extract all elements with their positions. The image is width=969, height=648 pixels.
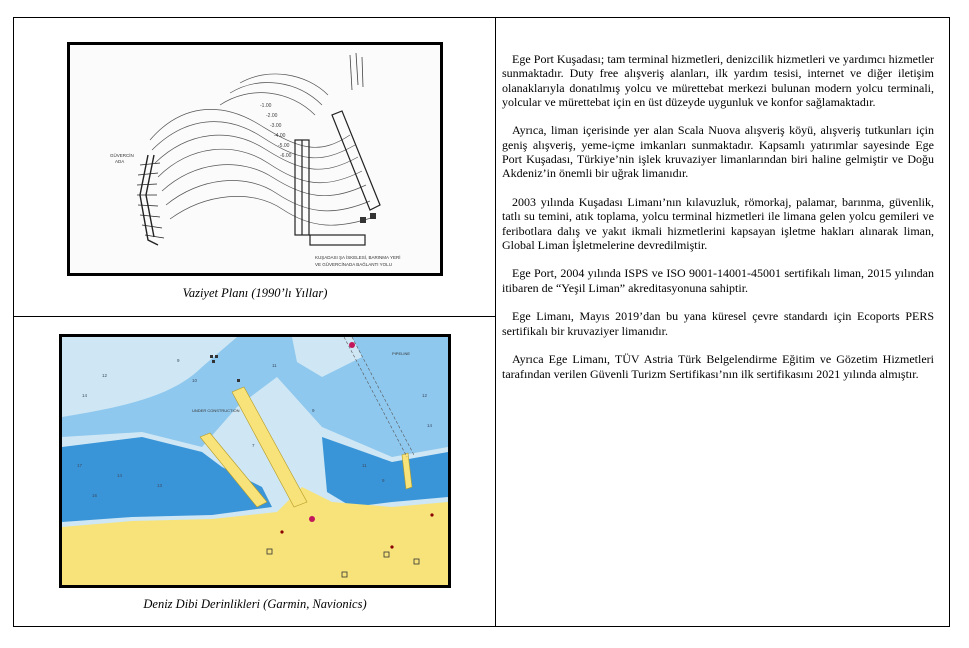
svg-text:11: 11 bbox=[272, 363, 277, 368]
svg-text:-5.00: -5.00 bbox=[278, 143, 290, 149]
site-plan-image bbox=[67, 42, 443, 276]
column-divider bbox=[495, 18, 496, 626]
svg-text:10: 10 bbox=[192, 378, 198, 383]
svg-text:14: 14 bbox=[82, 393, 88, 398]
svg-text:14: 14 bbox=[427, 423, 433, 428]
under-construction-label: UNDER CONSTRUCTION bbox=[192, 408, 240, 413]
svg-text:17: 17 bbox=[77, 463, 83, 468]
paragraph: Ayrıca, liman içerisinde yer alan Scala Nuova alışveriş köyü, alışveriş tutkunları için geniş alışveriş, yeme-içme imkanları sunmaktadır. Kapsamlı yatırımlar sayesinde Ege Port Kuşadası, Türkiye’nin işlek kruvaziyer limanlarından biri haline gelmiştir ve Doğu Akdeniz’in önemli bir uğrak limanıdır. bbox=[502, 123, 934, 181]
svg-text:9: 9 bbox=[177, 358, 180, 363]
svg-text:13: 13 bbox=[157, 483, 163, 488]
paragraph: Ege Port Kuşadası; tam terminal hizmetleri, denizcilik hizmetleri ve yardımcı hizmetler sunmaktadır. Duty free alışveriş alanları, ilk yardım tesisi, internet ve diğer iletişim olanaklarıyla donatılmış yolcu ve mürettebat merkezi bulunan modern yolcu terminali, yolcular ve mürettebat için en üst düzeyde uygunluk ve konfor sağlamaktadır. bbox=[502, 52, 934, 109]
svg-text:9: 9 bbox=[312, 408, 315, 413]
plan-note-2: VE GÜVERCİNADA BAĞLANTI YOLU bbox=[315, 262, 392, 267]
svg-text:-3.00: -3.00 bbox=[270, 123, 282, 129]
figure-caption-chart: Deniz Dibi Derinlikleri (Garmin, Navionics) bbox=[143, 597, 367, 611]
plan-note-1: KUŞADASI ŞA İSKELESİ, BARINMA YERİ bbox=[315, 255, 401, 260]
figure-caption-plan: Vaziyet Planı (1990’lı Yıllar) bbox=[182, 286, 328, 300]
svg-text:12: 12 bbox=[422, 393, 428, 398]
svg-text:-4.00: -4.00 bbox=[274, 133, 286, 139]
svg-text:ADA: ADA bbox=[115, 159, 125, 164]
nautical-chart-image bbox=[59, 334, 451, 588]
text-column bbox=[502, 52, 934, 395]
paragraph: Ayrıca Ege Limanı, TÜV Astria Türk Belgelendirme Eğitim ve Gözetim Hizmetleri tarafından verilen Güvenli Turizm Sertifikası’nın ilk sertifikasını 2021 yılında almıştır. bbox=[502, 352, 934, 381]
pipeline-label: PIPELINE bbox=[392, 351, 411, 356]
svg-text:9: 9 bbox=[382, 478, 385, 483]
svg-text:-1.00: -1.00 bbox=[260, 103, 272, 109]
svg-text:12: 12 bbox=[102, 373, 108, 378]
paragraph: 2003 yılında Kuşadası Limanı’nın kılavuzluk, römorkaj, palamar, barınma, güvenlik, tatlı su temini, atık toplama, yolcu terminal hizmetleri ile limana gelen yolcu gemileri ve feribotlara dalış ve yakıt ikmali hizmetlerini kapsayan işletme hakları alınarak liman, Global Liman İşletmelerine devredilmiştir. bbox=[502, 194, 934, 252]
layout-table bbox=[13, 17, 950, 627]
svg-text:11: 11 bbox=[362, 463, 367, 468]
paragraph: Ege Port, 2004 yılında ISPS ve ISO 9001-14001-45001 sertifikalı liman, 2015 yılından itibaren de “Yeşil Liman” akreditasyonuna sahiptir. bbox=[502, 266, 934, 295]
svg-text:-6.00: -6.00 bbox=[280, 153, 292, 159]
paragraph: Ege Limanı, Mayıs 2019’dan bu yana küresel çevre standardı için Ecoports PERS sertifikalı bir kruvaziyer limanıdır. bbox=[502, 309, 934, 338]
svg-text:-2.00: -2.00 bbox=[266, 113, 278, 119]
row-divider bbox=[14, 316, 496, 317]
svg-text:16: 16 bbox=[92, 493, 98, 498]
guvercin-label: GÜVERCİN bbox=[110, 153, 134, 158]
nautical-chart-drawing bbox=[62, 337, 448, 585]
svg-text:7: 7 bbox=[252, 443, 255, 448]
site-plan-drawing bbox=[70, 45, 440, 273]
svg-text:14: 14 bbox=[117, 473, 123, 478]
